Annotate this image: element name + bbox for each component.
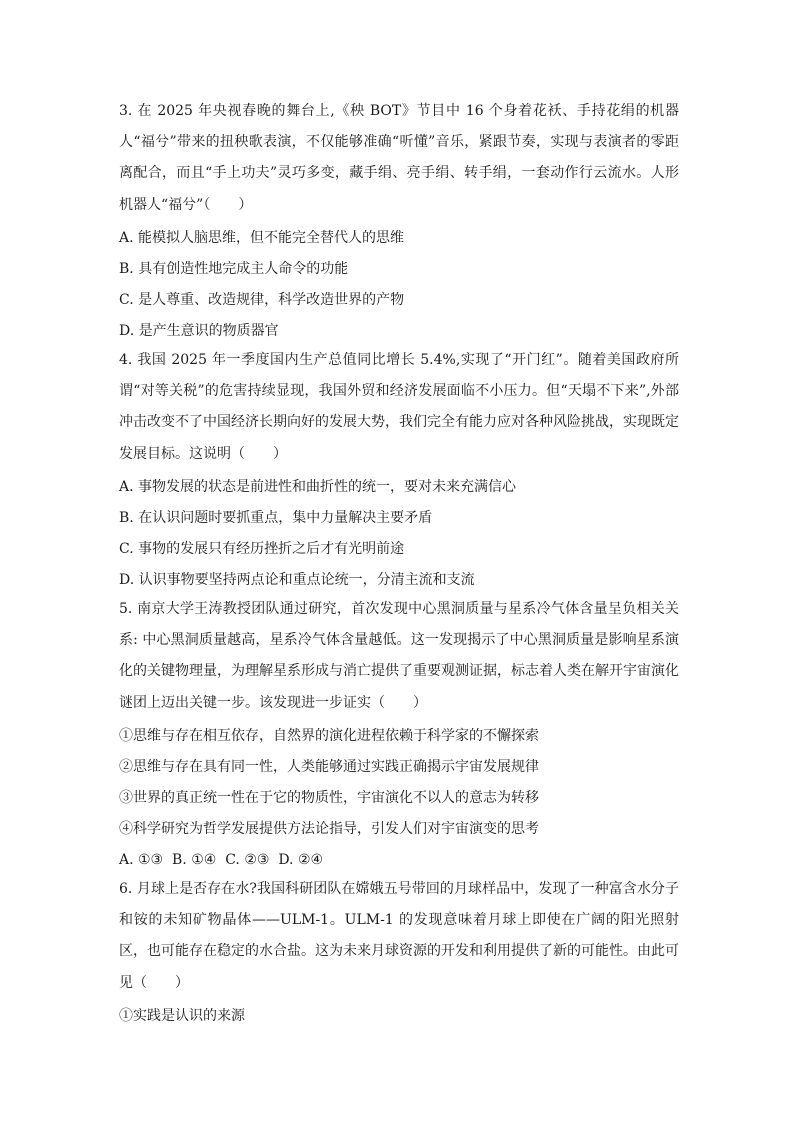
- question-5-statement-3: ③世界的真正统一性在于它的物质性，宇宙演化不以人的意志为转移: [119, 790, 539, 806]
- question-3-option-d: D. 是产生意识的物质器官: [119, 323, 279, 339]
- question-5-statement-4: ④科学研究为哲学发展提供方法论指导，引发人们对宇宙演变的思考: [119, 821, 539, 837]
- question-5-statement-1: ①思维与存在相互依存，自然界的演化进程依赖于科学家的不懈探索: [119, 728, 539, 744]
- question-3-stem: 3. 在 2025 年央视春晚的舞台上,《秧 BOT》节目中 16 个身着花袄、手持花绢的机器人“福兮”带来的扭秧歌表演，不仅能够准确“听懂”音乐，紧跟节奏，实现与表演者的零距离配合，而且“手上功夫”灵巧多变，藏手绢、亮手绢、转手绢，一套动作行云流水。人形机器人“福兮”（ ）: [119, 103, 679, 213]
- question-3-option-c: C. 是人尊重、改造规律，科学改造世界的产物: [119, 292, 405, 308]
- question-4-option-a: A. 事物发展的状态是前进性和曲折性的统一，要对未来充满信心: [119, 479, 517, 495]
- question-6-statement-1: ①实践是认识的来源: [119, 1008, 245, 1024]
- question-6-stem: 6. 月球上是否存在水?我国科研团队在嫦娥五号带回的月球样品中，发现了一种富含水分子和铵的未知矿物晶体——ULM-1。ULM-1 的发现意味着月球上即使在广阔的阳光照射区，也可能存在稳定的水合盐。这为未来月球资源的开发和利用提供了新的可能性。由此可见（ ）: [119, 881, 679, 991]
- question-5-stem: 5. 南京大学王涛教授团队通过研究，首次发现中心黑洞质量与星系冷气体含量呈负相关关系: 中心黑洞质量越高，星系冷气体含量越低。这一发现揭示了中心黑洞质量是影响星系演化的关键物理量，为理解星系形成与消亡提供了重要观测证据，标志着人类在解开宇宙演化谜团上迈出关键一步。该发现进一步证实（ ）: [119, 601, 679, 711]
- question-5-statement-2: ②思维与存在具有同一性，人类能够通过实践正确揭示宇宙发展规律: [119, 759, 539, 775]
- question-4-option-b: B. 在认识问题时要抓重点，集中力量解决主要矛盾: [119, 510, 433, 526]
- question-4-option-d: D. 认识事物要坚持两点论和重点论统一，分清主流和支流: [119, 572, 475, 588]
- question-3-option-a: A. 能模拟人脑思维，但不能完全替代人的思维: [119, 230, 405, 246]
- question-5-choices: A. ①③ B. ①④ C. ②③ D. ②④: [119, 852, 324, 868]
- question-4-option-c: C. 事物的发展只有经历挫折之后才有光明前途: [119, 541, 405, 557]
- question-3-option-b: B. 具有创造性地完成主人命令的功能: [119, 261, 349, 277]
- question-4-stem: 4. 我国 2025 年一季度国内生产总值同比增长 5.4%,实现了“开门红”。随着美国政府所谓“对等关税”的危害持续显现，我国外贸和经济发展面临不小压力。但“天塌不下来”,外部冲击改变不了中国经济长期向好的发展大势，我们完全有能力应对各种风险挑战，实现既定发展目标。这说明（ ）: [119, 352, 679, 462]
